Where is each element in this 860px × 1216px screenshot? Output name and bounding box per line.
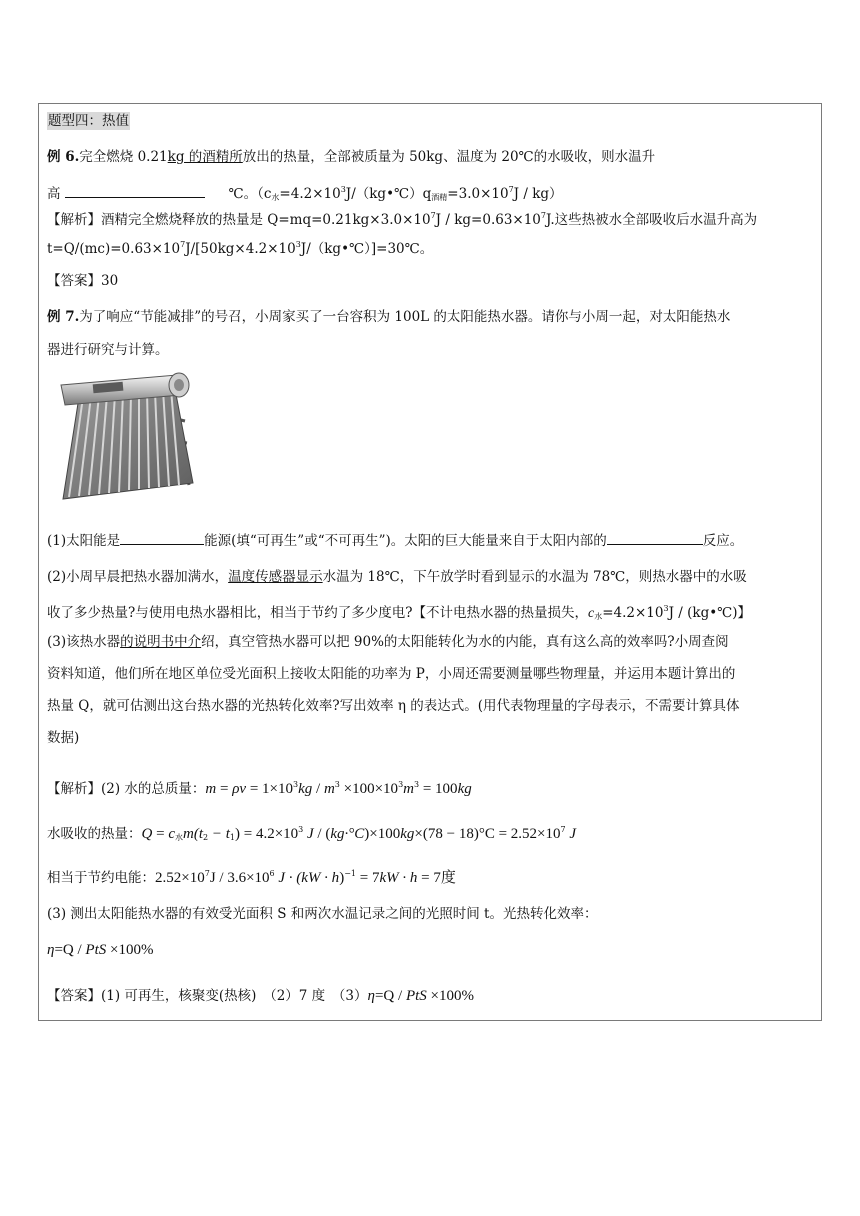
ex7-solution-heat: 水吸收的热量：$Q = c_水m(t_2 - t_1) = 4.2\times 10^3$ $J / (kg\cdot^\circ C)\times 100kg\times(78 - 18)^\circ C = 2.52\times 10^7$ J <box>47 825 577 842</box>
ex6-answer: 【答案】30 <box>47 273 119 289</box>
ex6-label: 例 6. <box>47 149 80 165</box>
ex7-solution-mass: 【解析】(2) 水的总质量：$m = \rho v = 1\times 10^3kg / m^3 \times 100\times 10^3m^3 = 100kg$ <box>47 780 472 797</box>
answer-blank[interactable] <box>607 532 703 545</box>
ex6-question-line2: 高 ℃。$(c_水=4.2\times 10^3J/(kg•℃)q_{酒精}=3.0\times 10^7J / kg)$ <box>47 185 563 202</box>
ex6-analysis-line2: $t=Q/(mc)=0.63\times 10^7J/[50kg\times 4.2\times 10^3J/(kg•℃)]=30℃$。 <box>47 240 434 257</box>
ex7-solution-energy: 相当于节约电能：$2.52\times 10^7J / 3.6\times 10^6$ J · (kW · h)$^{-1}$ = 7kW · h = 7度 <box>47 869 456 886</box>
answer-blank[interactable] <box>120 532 204 545</box>
ex7-part2-line1: (2)小周早晨把热水器加满水，温度传感器显示水温为 18℃，下午放学时看到显示的水温为 78℃，则热水器中的水吸 <box>47 569 747 585</box>
section-title-text: 题型四：热值 <box>48 113 129 129</box>
ex7-part3-line1: (3)该热水器的说明书中介绍，真空管热水器可以把 90%的太阳能转化为水的内能，真有这么高的效率吗?小周查阅 <box>47 634 729 650</box>
section-title <box>47 112 130 130</box>
ex7-part3-line3: 热量 Q，就可估测出这台热水器的光热转化效率?写出效率 η 的表达式。(用代表物理量的字母表示，不需要计算具体 <box>47 698 740 714</box>
ex7-question-line2: 器进行研究与计算。 <box>47 342 169 358</box>
ex7-solution-efficiency: η=Q / PtS ×100% <box>47 942 154 958</box>
ex6-analysis-line1: 【解析】酒精完全燃烧释放的热量是 $Q=mq=0.21kg\times 3.0\times 10^7J / kg=0.63\times 10^7J$.这些热被水全部吸收后水温升高为 <box>47 211 758 228</box>
ex7-question-line1: 例 7.为了响应“节能减排”的号召，小周家买了一台容积为 100L 的太阳能热水器。请你与小周一起，对太阳能热水 <box>47 309 731 325</box>
answer-blank[interactable] <box>65 185 205 198</box>
ex7-answer: 【答案】(1) 可再生，核聚变(热核) （2）7 度 （3）η=Q / PtS ×100% <box>47 988 474 1004</box>
ex7-part3-line4: 数据) <box>47 730 80 746</box>
ex7-part3-line2: 资料知道，他们所在地区单位受光面积上接收太阳能的功率为 P，小周还需要测量哪些物理量，并运用本题计算出的 <box>47 666 736 682</box>
ex7-label: 例 7. <box>47 309 80 325</box>
ex6-question-line1: 例 6.完全燃烧 0.21kg 的酒精所放出的热量，全部被质量为 50kg、温度为 20℃的水吸收，则水温升 <box>47 149 656 165</box>
solar-water-heater-image <box>47 371 199 507</box>
ex7-solution-part3: (3) 测出太阳能热水器的有效受光面积 S 和两次水温记录之间的光照时间 t。光热转化效率： <box>47 906 598 922</box>
ex7-part1: (1)太阳能是 能源(填“可再生”或“不可再生”)。太阳的巨大能量来自于太阳内部的 反应。 <box>47 533 744 549</box>
ex7-part2-line2: 收了多少热量?与使用电热水器相比，相当于节约了多少度电?【不计电热水器的热量损失，$c_水=4.2\times 10^3J$ / (kg•℃)】 <box>47 604 752 621</box>
